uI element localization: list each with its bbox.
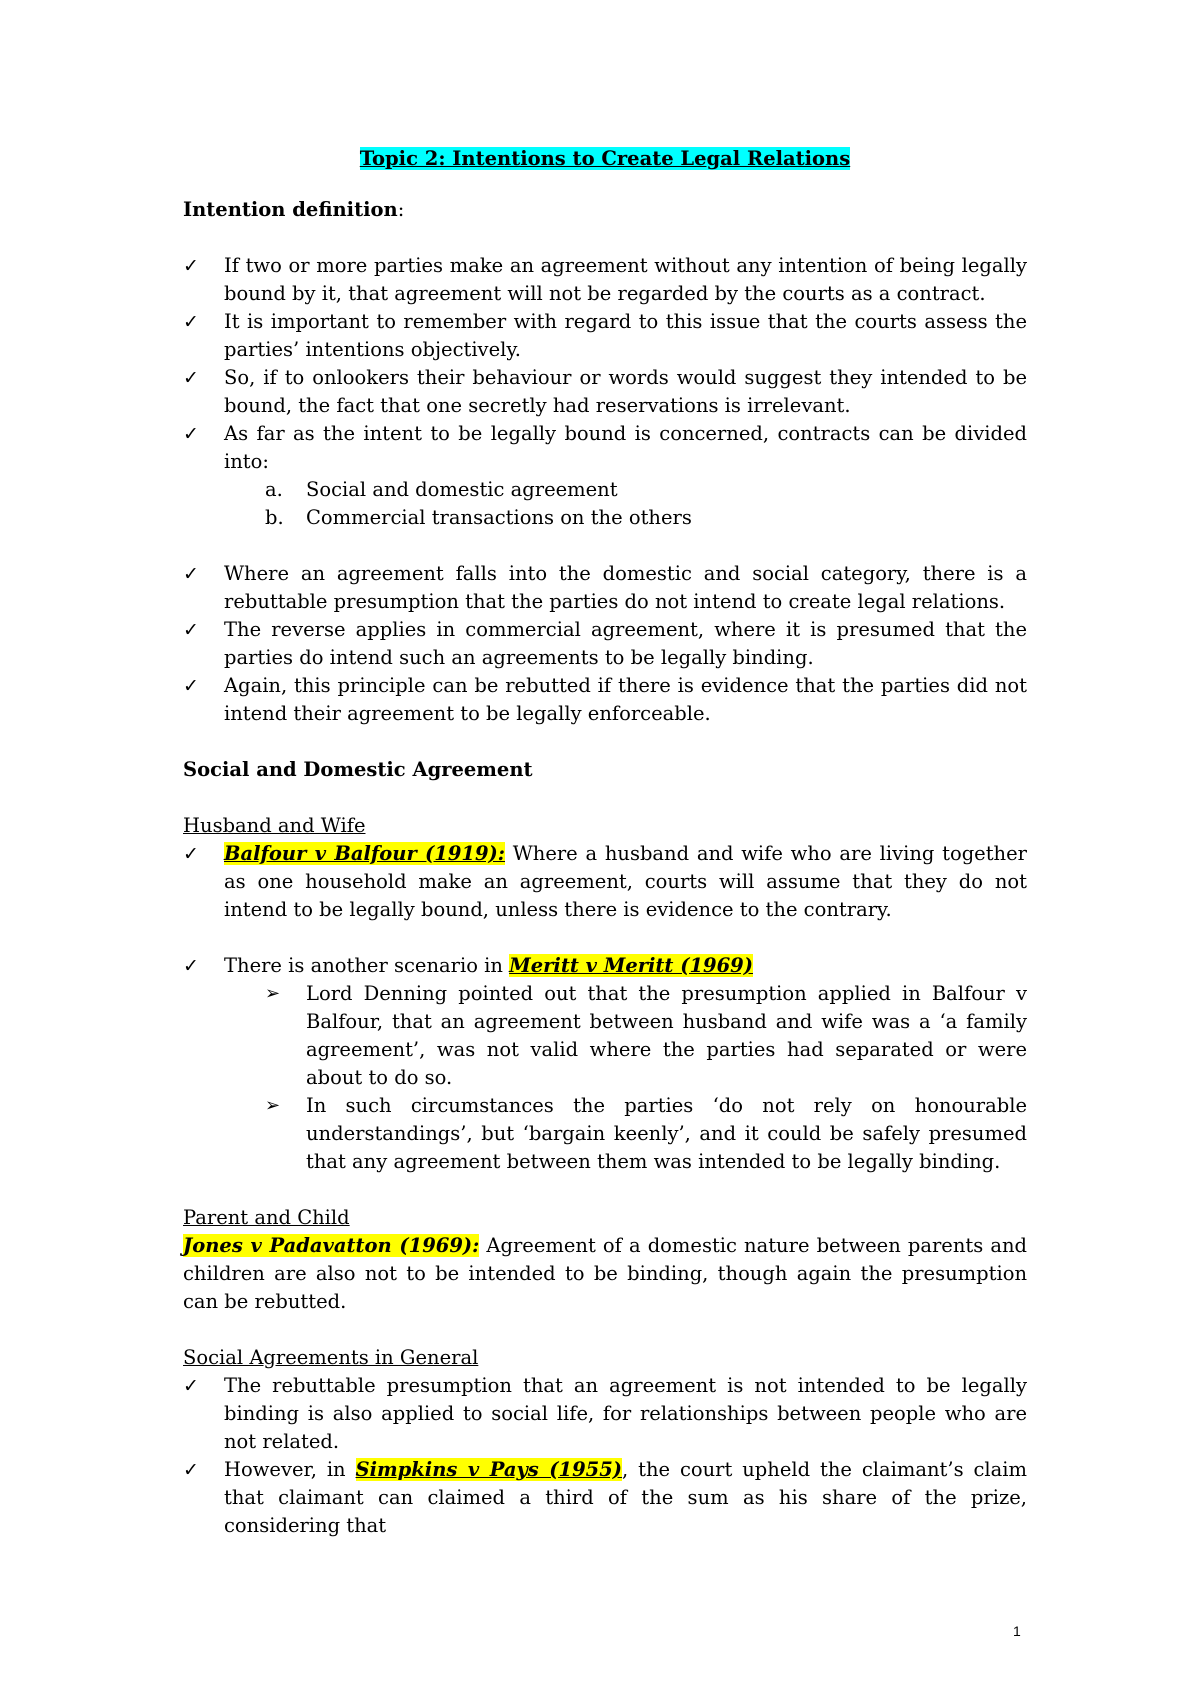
list-item <box>183 420 1027 476</box>
arrowhead-icon: ➢ <box>265 983 281 1004</box>
page-title <box>183 145 1027 173</box>
social-domestic-heading: Social and Domestic Agreement <box>183 758 533 781</box>
bullet-text: Where a husband and wife who are living together as one household make an agreement, courts will assume that they do not intend to be legally bound, unless there is evidence to the contrary. <box>224 842 1027 921</box>
bullet-text: As far as the intent to be legally bound is concerned, contracts can be divided into: <box>224 422 1027 473</box>
list-item <box>183 1372 1027 1456</box>
checkmark-icon: ✓ <box>183 255 199 277</box>
spacer <box>183 728 1027 756</box>
list-label: b. <box>265 506 284 529</box>
intention-heading-text: Intention definition <box>183 198 398 221</box>
list-item <box>183 616 1027 672</box>
bullet-text: Again, this principle can be rebutted if there is evidence that the parties did not intend their agreement to be legally enforceable. <box>224 674 1027 725</box>
bullet-text: So, if to onlookers their behaviour or words would suggest they intended to be bound, the fact that one secretly had reservations is irrelevant. <box>224 366 1027 417</box>
bullet-text: The rebuttable presumption that an agreement is not intended to be legally binding is also applied to social life, for relationships between people who are not related. <box>224 1374 1027 1453</box>
spacer <box>183 924 1027 952</box>
social-general-list <box>183 1372 1027 1540</box>
husband-wife-subheading: Husband and Wife <box>183 814 366 837</box>
spacer <box>183 1316 1027 1344</box>
list-item <box>183 364 1027 420</box>
case-citation: Simpkins v Pays (1955) <box>355 1458 622 1481</box>
social-general-subheading: Social Agreements in General <box>183 1346 479 1369</box>
checkmark-icon: ✓ <box>183 311 199 333</box>
list-item <box>183 1092 1027 1176</box>
list-item <box>183 308 1027 364</box>
husband-wife-list <box>183 840 1027 924</box>
bullet-text: However, in <box>224 1458 356 1481</box>
meritt-points-list <box>183 980 1027 1176</box>
bullet-text: In such circumstances the parties ‘do not rely on honourable understandings’, but ‘bargain keenly’, and it could be safely presumed that any agreement between them was intended to be legally binding. <box>306 1094 1027 1173</box>
list-item <box>183 1456 1027 1540</box>
bullet-text: It is important to remember with regard to this issue that the courts assess the parties’ intentions objectively. <box>224 310 1027 361</box>
document-body <box>183 145 1027 1540</box>
list-item <box>183 504 1027 532</box>
title-text: Topic 2: Intentions to Create Legal Relations <box>359 147 851 170</box>
contract-category-list <box>183 476 1027 532</box>
checkmark-icon: ✓ <box>183 675 199 697</box>
checkmark-icon: ✓ <box>183 843 199 865</box>
page-number: 1 <box>1013 1623 1021 1639</box>
spacer <box>183 1176 1027 1204</box>
bullet-text: The reverse applies in commercial agreement, where it is presumed that the parties do intend such an agreements to be legally binding. <box>224 618 1027 669</box>
arrowhead-icon: ➢ <box>265 1095 281 1116</box>
checkmark-icon: ✓ <box>183 619 199 641</box>
bullet-text: If two or more parties make an agreement without any intention of being legally bound by it, that agreement will not be regarded by the courts as a contract. <box>224 254 1027 305</box>
checkmark-icon: ✓ <box>183 423 199 445</box>
list-item <box>183 952 1027 980</box>
checkmark-icon: ✓ <box>183 563 199 585</box>
presumption-bullet-list <box>183 560 1027 728</box>
bullet-text: Lord Denning pointed out that the presumption applied in Balfour v Balfour, that an agreement between husband and wife was a ‘a family agreement’, was not valid where the parties had separated or were about to do so. <box>306 982 1027 1089</box>
paragraph-text: Agreement of a domestic nature between parents and children are also not to be intended to be binding, though again the presumption can be rebutted. <box>183 1234 1027 1313</box>
list-item <box>183 840 1027 924</box>
checkmark-icon: ✓ <box>183 367 199 389</box>
bullet-text: There is another scenario in <box>224 954 510 977</box>
list-item <box>183 980 1027 1092</box>
bullet-text: Where an agreement falls into the domestic and social category, there is a rebuttable presumption that the parties do not intend to create legal relations. <box>224 562 1027 613</box>
meritt-list <box>183 952 1027 980</box>
parent-child-subheading: Parent and Child <box>183 1206 350 1229</box>
case-citation: Meritt v Meritt (1969) <box>509 954 753 977</box>
checkmark-icon: ✓ <box>183 1375 199 1397</box>
intention-heading <box>183 196 1027 224</box>
spacer <box>183 532 1027 560</box>
case-citation: Jones v Padavatton (1969): <box>183 1234 480 1257</box>
intention-bullet-list <box>183 252 1027 476</box>
list-text: Commercial transactions on the others <box>306 506 692 529</box>
list-item <box>183 252 1027 308</box>
parent-child-paragraph <box>183 1232 1027 1316</box>
list-item <box>183 560 1027 616</box>
bullet-text: , the court upheld the claimant’s claim that claimant can claimed a third of the sum as his share of the prize, considering that <box>224 1458 1027 1537</box>
list-item <box>183 672 1027 728</box>
list-text: Social and domestic agreement <box>306 478 618 501</box>
list-item <box>183 476 1027 504</box>
checkmark-icon: ✓ <box>183 955 199 977</box>
intention-heading-colon: : <box>397 198 405 221</box>
list-label: a. <box>265 478 283 501</box>
checkmark-icon: ✓ <box>183 1459 199 1481</box>
case-citation: Balfour v Balfour (1919): <box>224 842 505 865</box>
